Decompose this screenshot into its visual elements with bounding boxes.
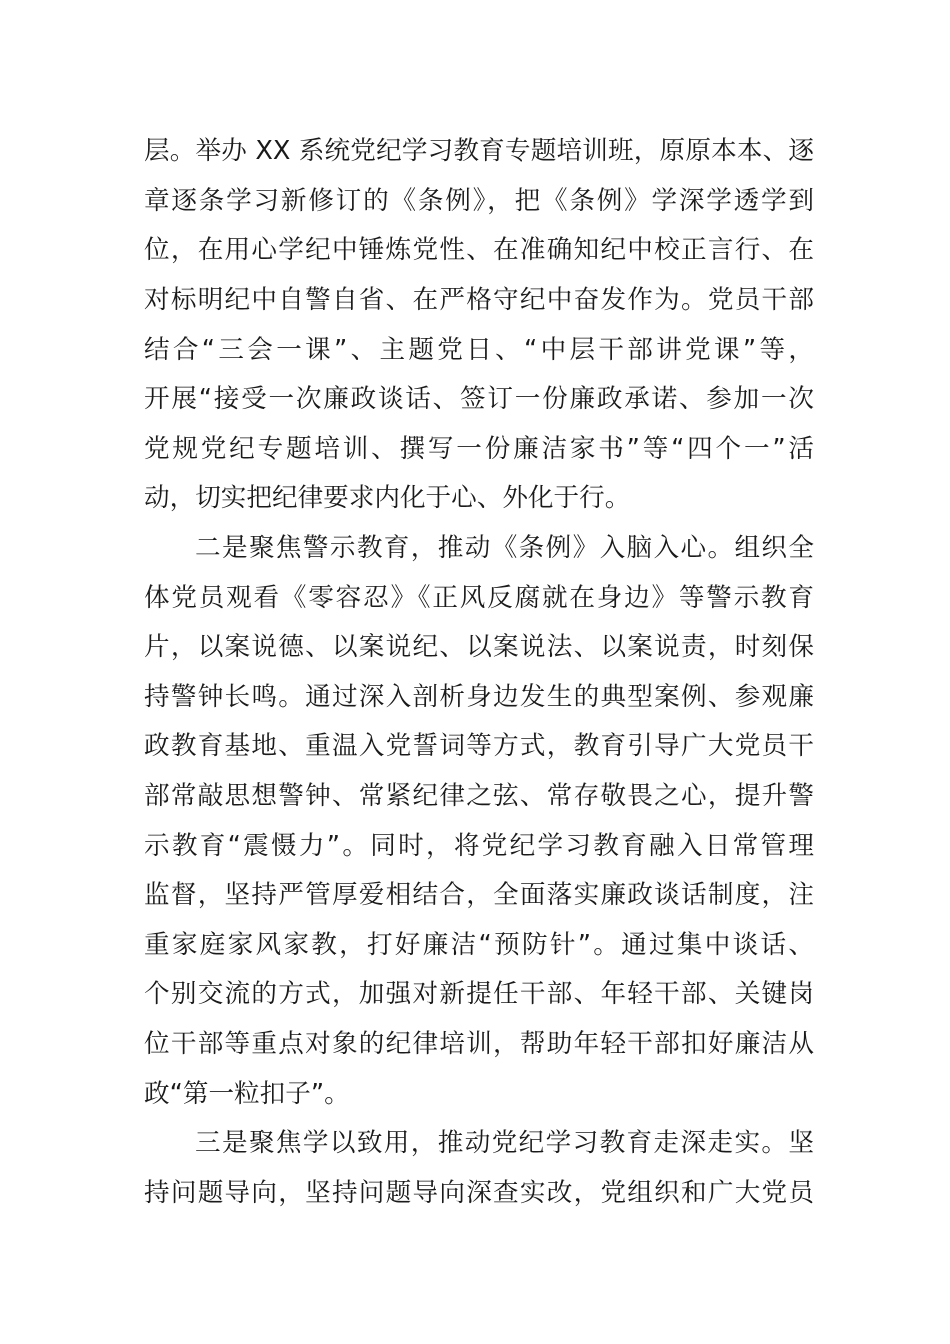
paragraph-start-line: 三是聚焦学以致用，推动党纪学习教育走深走实。坚: [195, 1128, 814, 1158]
text-line: 位，在用心学纪中锤炼党性、在准确知纪中校正言行、在: [144, 235, 814, 265]
text-line: 部常敲思想警钟、常紧纪律之弦、常存敬畏之心，提升警: [144, 781, 814, 811]
text-line: 章逐条学习新修订的《条例》，把《条例》学深学透学到: [144, 186, 814, 216]
text-line: 政“第一粒扣子”。: [144, 1079, 350, 1109]
text-line: 持警钟长鸣。通过深入剖析身边发生的典型案例、参观廉: [144, 682, 814, 712]
text-line: 开展“接受一次廉政谈话、签订一份廉政承诺、参加一次: [144, 384, 814, 414]
text-line: 片，以案说德、以案说纪、以案说法、以案说责，时刻保: [144, 632, 814, 662]
text-line: 党规党纪专题培训、撰写一份廉洁家书”等“四个一”活: [144, 434, 814, 464]
text-line: 持问题导向，坚持问题导向深查实改，党组织和广大党员: [144, 1178, 814, 1208]
text-line: 重家庭家风家教，打好廉洁“预防针”。通过集中谈话、: [144, 930, 814, 960]
paragraph-start-line: 二是聚焦警示教育，推动《条例》入脑入心。组织全: [195, 533, 814, 563]
text-line: 监督，坚持严管厚爱相结合，全面落实廉政谈话制度，注: [144, 880, 814, 910]
text-line: 示教育“震慑力”。同时，将党纪学习教育融入日常管理: [144, 831, 814, 861]
text-line: 层。举办 XX 系统党纪学习教育专题培训班，原原本本、逐: [144, 136, 814, 166]
text-line: 动，切实把纪律要求内化于心、外化于行。: [144, 483, 631, 513]
text-line: 对标明纪中自警自省、在严格守纪中奋发作为。党员干部: [144, 285, 814, 315]
text-line: 体党员观看《零容忍》《正风反腐就在身边》等警示教育: [144, 583, 814, 613]
text-line: 位干部等重点对象的纪律培训，帮助年轻干部扣好廉洁从: [144, 1029, 814, 1059]
text-line: 个别交流的方式，加强对新提任干部、年轻干部、关键岗: [144, 979, 814, 1009]
text-line: 政教育基地、重温入党誓词等方式，教育引导广大党员干: [144, 731, 814, 761]
text-line: 结合“三会一课”、主题党日、“中层干部讲党课”等，: [144, 335, 814, 365]
